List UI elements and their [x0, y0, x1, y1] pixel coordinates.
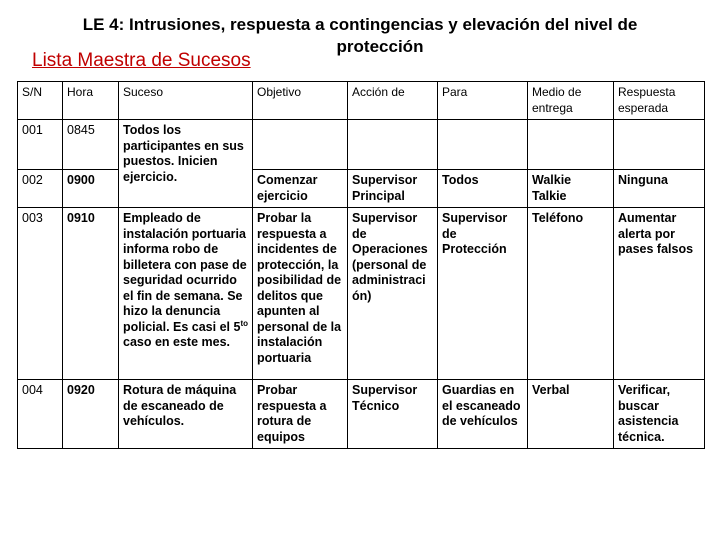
header-medio: Medio de entrega: [528, 82, 614, 120]
cell-suceso: [119, 120, 253, 208]
header-para: Para: [438, 82, 528, 120]
cell-hora: 0900: [63, 170, 119, 208]
header-hora: Hora: [63, 82, 119, 120]
events-table: [17, 81, 705, 449]
header-accion: Acción de: [348, 82, 438, 120]
cell-suceso: [119, 208, 253, 380]
cell-respuesta: [614, 120, 705, 170]
cell-objetivo: Probar la respuesta a incidentes de protección, la posibilidad de delitos que apunten al personal de la instalación portuaria: [253, 208, 348, 380]
cell-suceso-text: Empleado de instalación portuaria informa robo de billetera con pase de seguridad ocurrido el fin de semana. Se hizo la denuncia policial. Es casi el: [123, 211, 247, 334]
cell-sn: 003: [18, 208, 63, 380]
cell-suceso-ordinal: 5: [233, 319, 241, 334]
cell-respuesta: Aumentar alerta por pases falsos: [614, 208, 705, 380]
cell-para: Supervisor de Protección: [438, 208, 528, 380]
cell-respuesta: Verificar, buscar asistencia técnica.: [614, 380, 705, 449]
cell-suceso: Rotura de máquina de escaneado de vehículos.: [119, 380, 253, 449]
cell-para: Todos: [438, 170, 528, 208]
cell-accion: Supervisor de Operaciones (personal de administraci ón): [348, 208, 438, 380]
cell-hora: 0910: [63, 208, 119, 380]
header-respuesta: Respuesta esperada: [614, 82, 705, 120]
cell-medio: Teléfono: [528, 208, 614, 380]
cell-suceso-ordinal-suffix: to: [240, 318, 249, 328]
cell-para: [438, 120, 528, 170]
table-header-row: [18, 82, 705, 120]
document-subtitle: Lista Maestra de Sucesos: [32, 50, 251, 71]
cell-accion: Supervisor Técnico: [348, 380, 438, 449]
table-row: [18, 380, 705, 449]
cell-objetivo: Comenzar ejercicio: [253, 170, 348, 208]
cell-objetivo: Probar respuesta a rotura de equipos: [253, 380, 348, 449]
cell-objetivo: [253, 120, 348, 170]
table-row: [18, 208, 705, 380]
header-objetivo: Objetivo: [253, 82, 348, 120]
cell-respuesta: Ninguna: [614, 170, 705, 208]
cell-sn: 004: [18, 380, 63, 449]
cell-accion: [348, 120, 438, 170]
cell-sn: 001: [18, 120, 63, 170]
cell-medio: [528, 120, 614, 170]
cell-medio: Walkie Talkie: [528, 170, 614, 208]
cell-suceso-text: Todos los participantes en sus puestos. Inicien ejercicio.: [123, 123, 244, 184]
header-sn: S/N: [18, 82, 63, 120]
document-title-line-1: LE 4: Intrusiones, respuesta a contingencias y elevación del nivel de: [82, 15, 638, 34]
cell-accion: Supervisor Principal: [348, 170, 438, 208]
header-suceso: Suceso: [119, 82, 253, 120]
cell-para: Guardias en el escaneado de vehículos: [438, 380, 528, 449]
cell-hora: 0845: [63, 120, 119, 170]
cell-medio: Verbal: [528, 380, 614, 449]
cell-suceso-tail: caso en este mes.: [123, 335, 231, 349]
cell-hora: 0920: [63, 380, 119, 449]
table-row: [18, 120, 705, 170]
document-title-line-2: protección: [336, 37, 424, 56]
cell-sn: 002: [18, 170, 63, 208]
